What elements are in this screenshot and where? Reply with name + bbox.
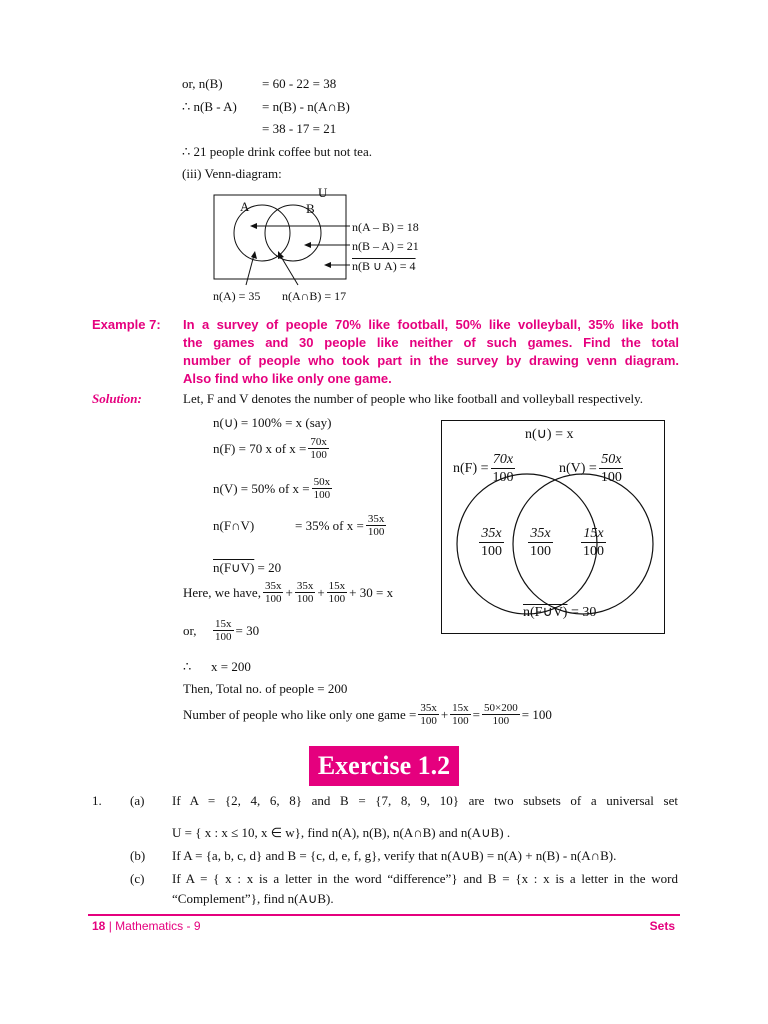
example-line-3: number of people who took part in the survey by drawing venn diagram. [183,353,679,368]
eq-nV-text: n(V) = 50% of x = [213,480,310,496]
frac-num: 50x [601,452,622,467]
equals-sign: = [472,706,481,722]
frac-70x-100 [491,451,516,486]
equals-100: = 100 [521,706,552,722]
line-nB-label: or, n(B) [182,76,223,91]
solution-intro: Let, F and V denotes the number of people who like football and volleyball respectively. [183,391,644,406]
frac-35x-100 [479,525,504,560]
part-a-label: (a) [130,793,145,808]
solution-label: Solution: [92,391,142,406]
eq-nFcapV [213,513,388,538]
total-people: Then, Total no. of people = 200 [183,681,348,696]
frac-num: 15x [215,618,232,630]
line-result-21: = 38 - 17 = 21 [262,121,337,136]
frac-15x-100 [581,525,606,560]
plus-30: + 30 = x [349,584,394,600]
venn1-nA: n(A) = 35 [213,289,261,303]
venn1-set-A-label: A [240,199,250,214]
part-c-line-2: “Complement”}, find n(A∪B). [172,891,334,906]
conclusion-coffee: ∴ 21 people drink coffee but not tea. [182,144,372,159]
frac-den: 100 [313,489,331,501]
frac-den: 100 [492,470,514,485]
chapter-title: Sets [649,919,675,933]
venn1-nAcapB: n(A∩B) = 17 [282,289,347,303]
frac-num: 35x [530,526,551,541]
question-number: 1. [92,793,102,808]
eq-nFcapV-label: n(F∩V) [213,517,255,533]
eq-sum-here: Here, we have, [183,584,261,600]
venn2-nFcupV-complement [523,604,596,621]
venn2-only-F [477,525,506,560]
venn2-nFcupV-value: = 30 [567,605,597,620]
frac-den: 100 [215,631,232,643]
eq-nV [213,476,334,501]
venn1-nAminusB: n(A – B) = 18 [352,220,419,234]
eq-nFcupV-complement [213,560,281,576]
frac-num: 15x [328,580,346,592]
line-nBminusA-label: ∴ n(B - A) [182,99,237,114]
exercise-title: Exercise 1.2 [309,746,459,786]
part-b-label: (b) [130,848,146,863]
plus-sign: + [440,706,449,722]
eq-only-one-game [183,702,552,727]
frac-den: 100 [296,593,314,605]
eq-nU: n(∪) = 100% = x (say) [213,415,332,430]
venn2-nV [559,451,626,486]
frac-15x-100 [213,618,234,643]
frac-num: 15x [452,702,469,714]
therefore-symbol: ∴ [183,659,192,674]
example-line-1: In a survey of people 70% like football, 50% like volleyball, 35% like both [183,317,679,332]
line-nB-value: = 60 - 22 = 38 [262,76,337,91]
frac-den: 100 [530,544,551,559]
frac-den: 100 [583,544,604,559]
frac-50x200-100 [482,702,520,727]
x-equals-200: x = 200 [211,659,251,674]
frac-35x-100 [418,702,439,727]
venn2-only-V [579,525,608,560]
frac-35x-100 [528,525,553,560]
frac-den: 100 [367,526,385,538]
example-text [183,316,679,388]
part-c-line-1: If A = { x : x is a letter in the word “difference”} and B = {x : x is a letter in the word [172,871,678,886]
eq-nFcapV-text: = 35% of x = [295,517,364,533]
frac-den: 100 [481,544,502,559]
book-title: | Mathematics - 9 [105,919,201,933]
only-one-text: Number of people who like only one game = [183,706,417,722]
venn2-nFcupV-label: n(F∪V) [523,605,568,620]
venn2-nF-text: n(F) = [453,460,489,476]
frac-num: 70x [492,452,514,467]
venn2-nF [453,451,518,486]
footer-left [92,919,201,933]
eq-nFcupV-label: n(F∪V) [213,560,255,575]
frac-35x-100 [263,580,284,605]
example-line-4: Also find who like only one game. [183,371,392,386]
eq-15x-30 [183,618,259,643]
venn1-set-B-label: B [306,201,315,216]
venn2-F-cap-V [526,525,555,560]
eq-nF [213,436,331,461]
plus-sign: + [285,584,293,600]
frac-15x-100 [450,702,471,727]
frac-35x-100 [366,513,387,538]
frac-50x-100 [312,476,333,501]
venn1-universal-label: U [318,185,328,200]
footer-divider [88,914,680,916]
page-number: 18 [92,919,106,933]
frac-70x-100 [308,436,329,461]
plus-sign: + [317,584,325,600]
frac-den: 100 [420,715,437,727]
venn2-universal-label: n(∪) = x [525,427,574,442]
frac-den: 100 [492,715,510,727]
part-b-line-1: If A = {a, b, c, d} and B = {c, d, e, f, g}, verify that n(A∪B) = n(A) + n(B) - n(A∩B). [172,848,617,863]
part-c-label: (c) [130,871,145,886]
eq-or: or, [183,622,197,638]
eq-x-200 [183,659,251,675]
frac-15x-100 [327,580,348,605]
eq-nF-text: n(F) = 70 x of x = [213,440,307,456]
frac-35x-100 [295,580,316,605]
venn2-nV-text: n(V) = [559,460,597,476]
venn1-nBminusA: n(B – A) = 21 [352,239,419,253]
frac-den: 100 [600,470,622,485]
eq-sum [183,580,393,605]
part-a-line-1: If A = {2, 4, 6, 8} and B = {7, 8, 9, 10} are two subsets of a universal set [172,793,678,808]
frac-50x-100 [599,451,624,486]
frac-den: 100 [310,449,327,461]
frac-den: 100 [328,593,346,605]
frac-num: 70x [310,436,327,448]
example-line-2: the games and 30 people like neither of such games. Find the total [183,335,679,350]
frac-num: 35x [481,526,502,541]
frac-num: 35x [264,580,282,592]
eq-30: = 30 [235,622,260,638]
frac-num: 35x [296,580,314,592]
line-nBminusA-value: = n(B) - n(A∩B) [262,99,350,114]
frac-den: 100 [452,715,469,727]
frac-den: 100 [264,593,282,605]
frac-num: 35x [367,513,385,525]
example-label: Example 7: [92,317,161,332]
part-a-line-2: U = { x : x ≤ 10, x ∈ w}, find n(A), n(B), n(A∩B) and n(A∪B) . [172,825,511,840]
frac-num: 35x [420,702,437,714]
frac-num: 50x [313,476,331,488]
frac-num: 50×200 [484,702,518,714]
venn1-nBcupA: n(B ∪ A) = 4 [352,259,416,273]
venn-diagram-heading: (iii) Venn-diagram: [182,166,282,181]
frac-num: 15x [583,526,604,541]
eq-nFcupV-value: = 20 [254,560,282,575]
